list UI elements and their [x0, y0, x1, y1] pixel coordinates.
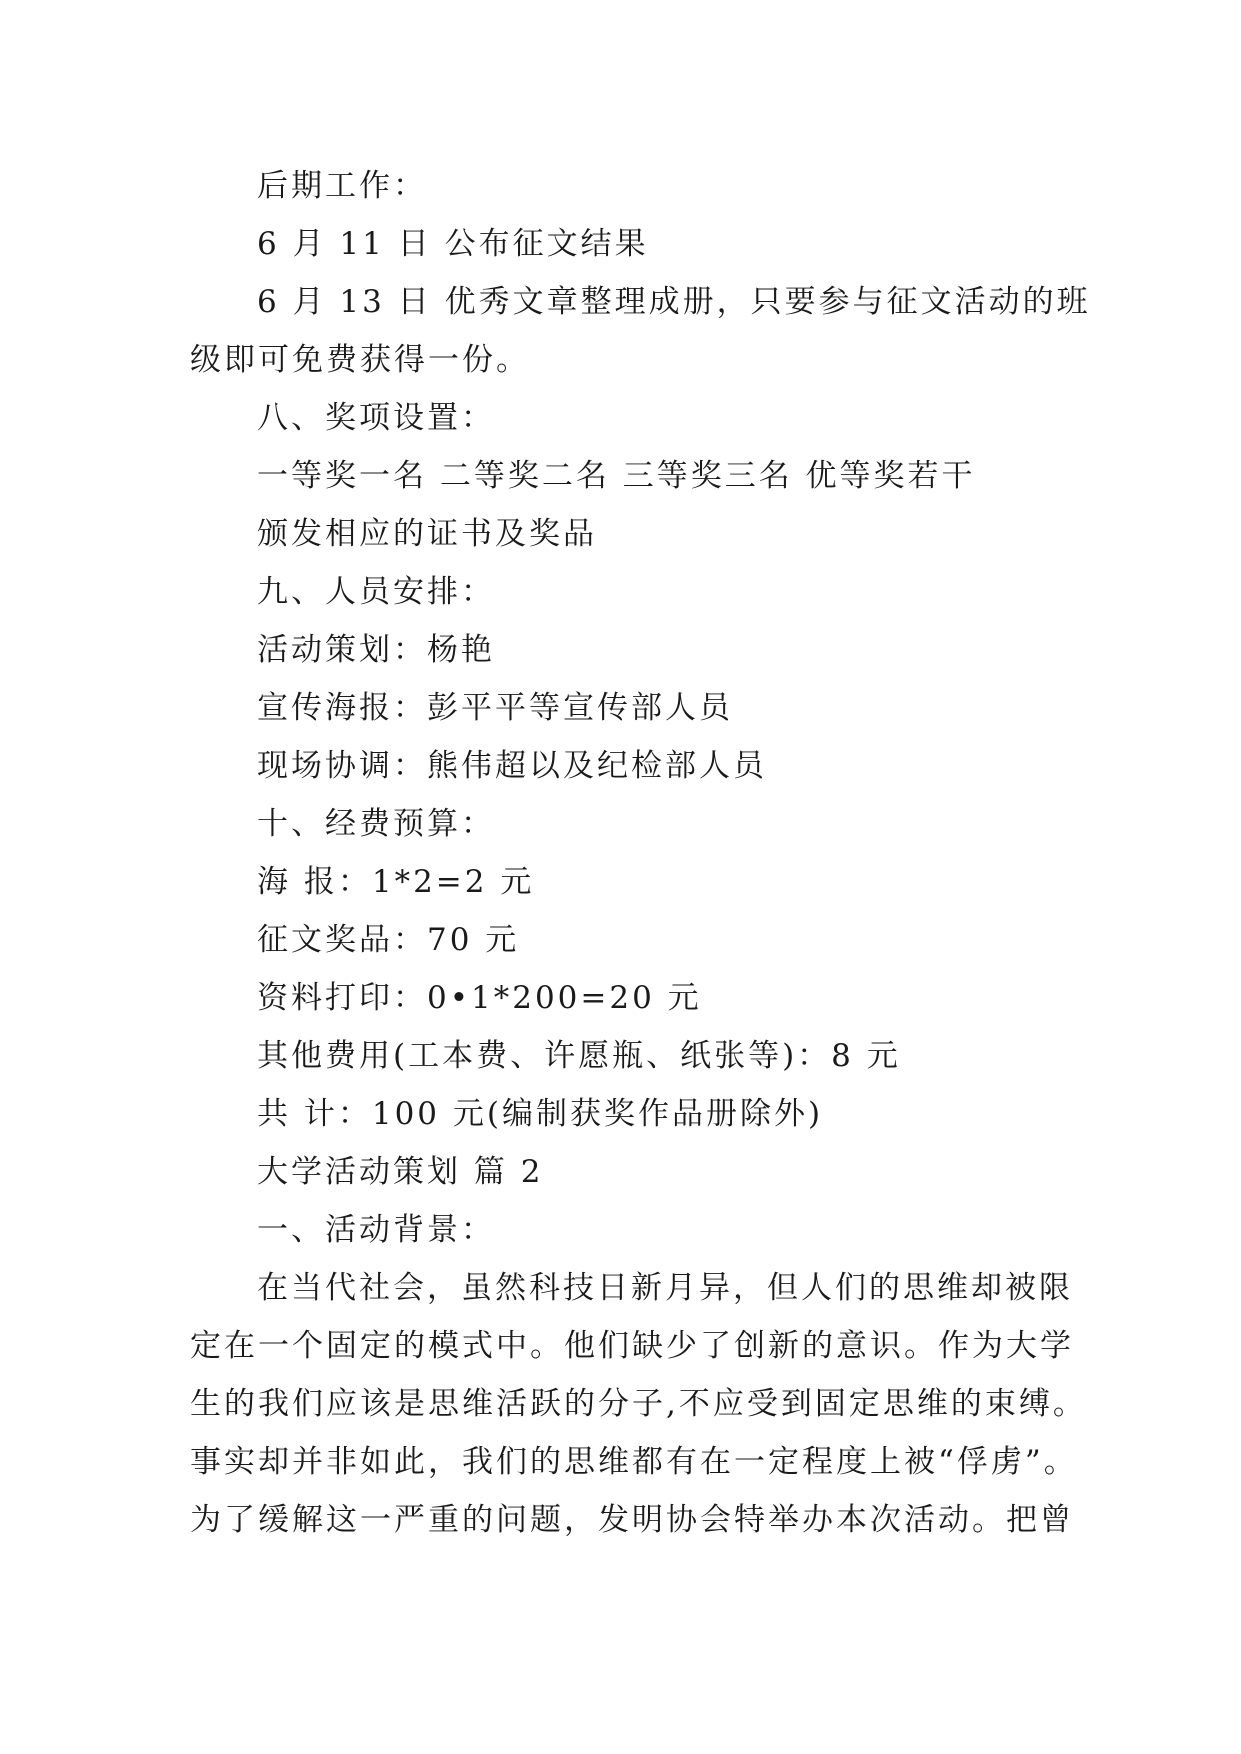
section-heading-background: 一、活动背景： [257, 1212, 495, 1248]
text-line-budget-other: 其他费用(工本费、许愿瓶、纸张等)：8 元 [257, 1038, 901, 1074]
text-line-budget-printing: 资料打印：0•1*200=20 元 [257, 980, 702, 1016]
paragraph-line-5: 为了缓解这一严重的问题，发明协会特举办本次活动。把曾 [190, 1502, 1074, 1538]
text-line-award-tiers: 一等奖一名 二等奖二名 三等奖三名 优等奖若干 [257, 458, 976, 494]
paragraph-line-2: 定在一个固定的模式中。他们缺少了创新的意识。作为大学 [190, 1328, 1074, 1364]
text-line-june-13-continued: 级即可免费获得一份。 [190, 342, 530, 378]
paragraph-line-3: 生的我们应该是思维活跃的分子,不应受到固定思维的束缚。 [190, 1386, 1087, 1422]
section-heading-staff: 九、人员安排： [257, 574, 495, 610]
text-line-poster: 宣传海报：彭平平等宣传部人员 [257, 690, 733, 726]
text-line-planner: 活动策划：杨艳 [257, 632, 495, 668]
text-line-budget-posters: 海 报：1*2=2 元 [257, 864, 535, 900]
section-heading-budget: 十、经费预算： [257, 806, 495, 842]
text-line-certificates: 颁发相应的证书及奖品 [257, 516, 597, 552]
text-line-budget-total: 共 计：100 元(编制获奖作品册除外) [257, 1096, 824, 1132]
text-line-june-11: 6 月 11 日 公布征文结果 [257, 226, 649, 262]
text-line-june-13: 6 月 13 日 优秀文章整理成册，只要参与征文活动的班 [257, 284, 1091, 320]
paragraph-line-1: 在当代社会，虽然科技日新月异，但人们的思维却被限 [257, 1270, 1073, 1306]
text-line-later-work-heading: 后期工作： [257, 168, 427, 204]
section-heading-awards: 八、奖项设置： [257, 400, 495, 436]
paragraph-line-4: 事实却并非如此，我们的思维都有在一定程度上被“俘虏”。 [190, 1444, 1078, 1480]
text-line-coordination: 现场协调：熊伟超以及纪检部人员 [257, 748, 767, 784]
text-line-article-2-title: 大学活动策划 篇 2 [257, 1154, 544, 1190]
text-line-budget-prizes: 征文奖品：70 元 [257, 922, 520, 958]
